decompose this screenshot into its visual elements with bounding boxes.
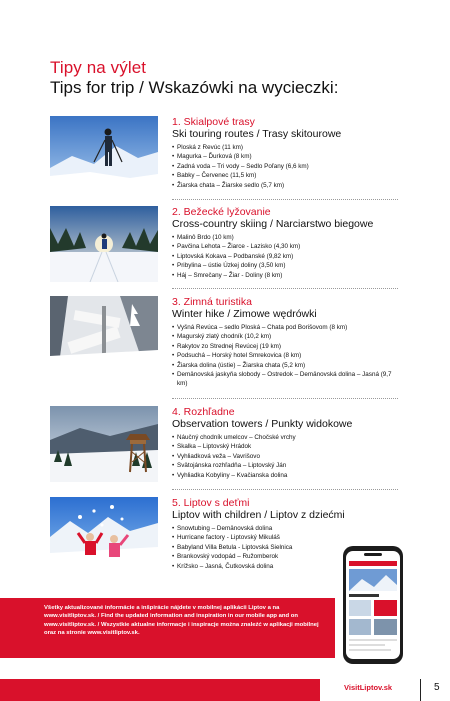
page-number: 5: [434, 682, 440, 693]
observation-tower-photo: [50, 406, 158, 482]
list-item: • Zadná voda – Tri vody – Sedlo Poľany (6,6 km): [172, 162, 394, 171]
section-winter-hike-text: [172, 296, 394, 389]
section-subheading: Ski touring routes / Trasy skitourowe: [172, 128, 342, 140]
section-heading: 2. Bežecké lyžovanie: [172, 206, 271, 218]
divider: [172, 489, 398, 490]
list-item: • Ploská z Revúc (11 km): [172, 143, 394, 152]
visitliptov-link[interactable]: VisitLiptov.sk: [344, 683, 393, 692]
list-item: • Magurka – Ďurková (8 km): [172, 152, 394, 161]
list-item: • Babyland Villa Betula - Liptovská Sielnica: [172, 543, 394, 552]
list-item: • Vyhliadka Kobyliny – Kvačianska dolina: [172, 471, 394, 480]
section-observation-towers-text: [172, 406, 394, 480]
list-item: • Skalka – Liptovský Hrádok: [172, 442, 394, 451]
list-item: • Žiarska chata – Žiarske sedlo (5,7 km): [172, 181, 394, 190]
list-item: • Snowtubing – Demänovská dolina: [172, 524, 394, 533]
route-list: [172, 233, 394, 280]
section-heading: 4. Rozhľadne: [172, 406, 235, 418]
divider: [172, 288, 398, 289]
list-item: • Podsuchá – Horský hotel Smrekovica (8 km): [172, 351, 394, 360]
list-item: • Náučný chodník umelcov – Chočské vrchy: [172, 433, 394, 442]
list-item: • Svätojánska rozhľadňa – Liptovský Ján: [172, 461, 394, 470]
list-item: • Vyhliadková veža – Vavrišovo: [172, 452, 394, 461]
divider: [172, 398, 398, 399]
list-item: • Liptovská Kokava – Podbanské (9,82 km): [172, 252, 394, 261]
section-subheading: Cross-country skiing / Narciarstwo biegowe: [172, 218, 374, 230]
list-item: • Háj – Smrečany – Žiar - Doliny (8 km): [172, 271, 394, 280]
list-item: • Hurricane factory - Liptovský Mikuláš: [172, 533, 394, 542]
section-subheading: Winter hike / Zimowe wędrówki: [172, 308, 317, 320]
list-item: • Malinô Brdo (10 km): [172, 233, 394, 242]
list-item: • Babky – Červenec (11,5 km): [172, 171, 394, 180]
list-item: • Rakytov zo Strednej Revúcej (19 km): [172, 342, 394, 351]
list-item: • Pribylina – ústie Úzkej doliny (3,50 km): [172, 261, 394, 270]
route-list: [172, 433, 394, 480]
winter-hike-photo: [50, 296, 158, 372]
phone-app-mockup: [342, 545, 404, 665]
footer-red-bar: [0, 679, 320, 701]
footer-separator: [420, 679, 421, 701]
page-title-en-pl: Tips for trip / Wskazówki na wycieczki:: [50, 78, 339, 97]
ski-touring-photo: [50, 116, 158, 192]
children-photo: [50, 497, 158, 573]
list-item: • Žiarska dolina (ústie) – Žiarska chata (5,2 km): [172, 361, 394, 370]
section-cross-country-text: [172, 206, 394, 280]
route-list: [172, 143, 394, 190]
list-item: • Brankovský vodopád – Ružomberok: [172, 552, 394, 561]
cross-country-photo: [50, 206, 158, 282]
route-list: [172, 323, 394, 389]
list-item: • Vyšná Revúca – sedlo Ploská – Chata pod Borišovom (8 km): [172, 323, 394, 332]
section-subheading: Liptov with children / Liptov z dziećmi: [172, 509, 345, 521]
app-promo-text: Všetky aktualizované informácie a inšpirácie nájdete v mobilnej aplikácii Liptov a na www.visitliptov.sk. / Find the updated information and inspiration in our mobile app and on www.visitliptov.sk. / Wszystkie aktualne informacje i inspiracje można znaleźć w aplikacji mobilnej oraz na stronie www.visitliptov.sk.: [44, 605, 319, 637]
section-subheading: Observation towers / Punkty widokowe: [172, 418, 353, 430]
list-item: • Pavčina Lehota – Žiarce - Lazisko (4,30 km): [172, 242, 394, 251]
app-promo-banner: [0, 598, 335, 658]
divider: [172, 199, 398, 200]
list-item: • Krížsko – Jasná, Čutkovská dolina: [172, 562, 394, 571]
list-item: • Magurský zlatý chodník (10,2 km): [172, 332, 394, 341]
section-heading: 3. Zimná turistika: [172, 296, 252, 308]
page-title-sk: Tipy na výlet: [50, 58, 147, 77]
section-heading: 1. Skialpové trasy: [172, 116, 255, 128]
section-ski-touring-text: [172, 116, 394, 190]
list-item: • Demänovská jaskyňa slobody – Ostredok – Demänovská dolina – Jasná (9,7 km): [172, 370, 392, 389]
section-heading: 5. Liptov s deťmi: [172, 497, 250, 509]
